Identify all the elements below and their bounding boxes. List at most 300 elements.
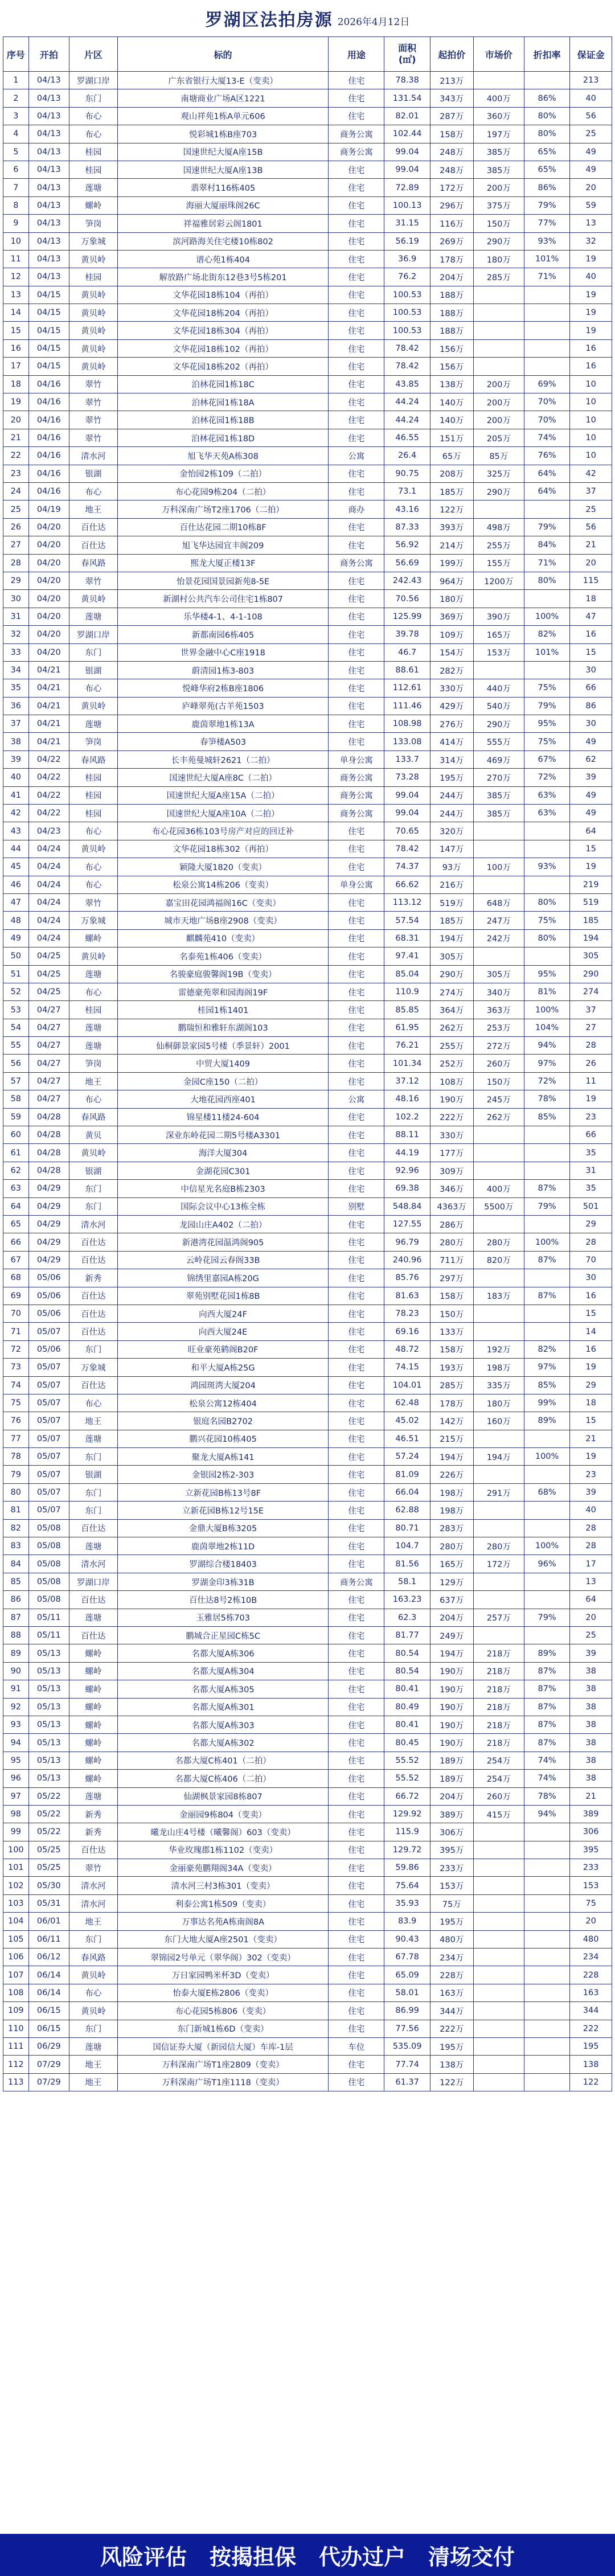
cell-deposit: 480 [570, 1930, 612, 1948]
cell-market [473, 1162, 524, 1179]
cell-date: 06/15 [28, 2020, 69, 2037]
cell-deposit: 233 [570, 1859, 612, 1877]
cell-area: 黄贝岭 [69, 358, 118, 375]
cell-seq: 56 [3, 1055, 29, 1072]
footer-item-transfer: 代办过户 [319, 2544, 406, 2570]
cell-deposit: 115 [570, 572, 612, 589]
table-row [3, 1376, 612, 1394]
cell-rate: 67% [524, 750, 569, 768]
table-row [3, 339, 612, 357]
cell-title: 布心花园36栋103号房产对应的回迁补 [117, 822, 328, 840]
table-row [3, 89, 612, 107]
cell-area: 布心 [69, 1984, 118, 2001]
cell-rate: 79% [524, 697, 569, 715]
cell-deposit: 15 [570, 1412, 612, 1430]
cell-start: 153万 [430, 1877, 473, 1894]
cell-seq: 75 [3, 1394, 29, 1412]
cell-seq: 40 [3, 769, 29, 786]
cell-area: 黄贝 [69, 1126, 118, 1144]
cell-deposit: 16 [570, 358, 612, 375]
cell-size: 61.37 [384, 2073, 430, 2091]
cell-area: 桂园 [69, 769, 118, 786]
cell-rate: 79% [524, 1197, 569, 1215]
cell-rate: 71% [524, 268, 569, 286]
cell-rate: 72% [524, 1072, 569, 1090]
cell-title: 罗湖金印3栋31B [117, 1573, 328, 1590]
table-row [3, 125, 612, 143]
cell-start: 158万 [430, 1287, 473, 1305]
cell-start: 185万 [430, 482, 473, 500]
cell-title: 金园C座150（二拍） [117, 1072, 328, 1090]
cell-deposit: 39 [570, 1483, 612, 1501]
cell-title: 海洋大厦304 [117, 1144, 328, 1162]
cell-size: 65.09 [384, 1966, 430, 1984]
cell-deposit: 30 [570, 661, 612, 679]
cell-date: 04/24 [28, 858, 69, 876]
cell-area: 桂园 [69, 268, 118, 286]
cell-date: 04/13 [28, 268, 69, 286]
cell-deposit: 305 [570, 947, 612, 965]
cell-market: 254万 [473, 1770, 524, 1787]
cell-title: 百仕达花园二期10栋8F [117, 518, 328, 536]
cell-size: 56.92 [384, 536, 430, 554]
cell-size: 127.55 [384, 1216, 430, 1233]
cell-size: 44.24 [384, 393, 430, 411]
cell-size: 62.48 [384, 1394, 430, 1412]
cell-deposit: 501 [570, 1197, 612, 1215]
cell-start: 234万 [430, 1949, 473, 1966]
cell-seq: 55 [3, 1037, 29, 1055]
cell-title: 仙桐御景家园5号楼（季景轩）2001 [117, 1037, 328, 1055]
cell-rate [524, 1591, 569, 1609]
cell-seq: 22 [3, 447, 29, 465]
cell-deposit: 19 [570, 250, 612, 268]
cell-date: 04/27 [28, 1055, 69, 1072]
cell-size: 37.12 [384, 1072, 430, 1090]
cell-date: 05/13 [28, 1680, 69, 1698]
cell-seq: 36 [3, 697, 29, 715]
cell-date: 05/31 [28, 1894, 69, 1912]
cell-start: 138万 [430, 2056, 473, 2073]
cell-use: 住宅 [329, 858, 384, 876]
cell-rate: 74% [524, 429, 569, 446]
cell-rate [524, 876, 569, 893]
cell-date: 04/28 [28, 1126, 69, 1144]
cell-title: 聚龙大厦A栋141 [117, 1448, 328, 1466]
cell-date: 04/20 [28, 554, 69, 572]
cell-start: 215万 [430, 1430, 473, 1447]
cell-title: 城市天地广场B座2908（变卖） [117, 912, 328, 929]
cell-seq: 10 [3, 232, 29, 250]
table-row [3, 1751, 612, 1769]
cell-rate [524, 1144, 569, 1162]
cell-use: 住宅 [329, 107, 384, 125]
cell-seq: 27 [3, 536, 29, 554]
cell-use: 住宅 [329, 1037, 384, 1055]
table-row [3, 912, 612, 929]
cell-deposit: 185 [570, 912, 612, 929]
cell-title: 向西大厦24E [117, 1323, 328, 1340]
cell-use: 住宅 [329, 572, 384, 589]
cell-start: 519万 [430, 893, 473, 911]
cell-seq: 18 [3, 375, 29, 393]
cell-seq: 16 [3, 339, 29, 357]
cell-seq: 20 [3, 411, 29, 429]
cell-size: 85.85 [384, 1001, 430, 1019]
cell-title: 国速世纪大厦A座15B [117, 143, 328, 161]
cell-rate: 75% [524, 733, 569, 750]
cell-start: 233万 [430, 1859, 473, 1877]
cell-start: 156万 [430, 339, 473, 357]
table-row [3, 822, 612, 840]
cell-start: 109万 [430, 626, 473, 643]
cell-use: 住宅 [329, 1751, 384, 1769]
cell-area: 东门 [69, 643, 118, 661]
cell-title: 广东省银行大厦13-E（变卖） [117, 72, 328, 89]
cell-title: 仙湖枫景家园8栋807 [117, 1787, 328, 1805]
cell-start: 65万 [430, 447, 473, 465]
cell-seq: 48 [3, 912, 29, 929]
table-row [3, 536, 612, 554]
table-row [3, 1233, 612, 1251]
cell-seq: 63 [3, 1180, 29, 1197]
table-row [3, 1072, 612, 1090]
cell-market: 172万 [473, 1555, 524, 1573]
cell-seq: 54 [3, 1019, 29, 1036]
cell-start: 248万 [430, 143, 473, 161]
cell-date: 04/24 [28, 840, 69, 858]
cell-use: 住宅 [329, 626, 384, 643]
cell-start: 189万 [430, 1770, 473, 1787]
cell-market: 180万 [473, 1394, 524, 1412]
cell-size: 46.51 [384, 1430, 430, 1447]
cell-area: 百仕达 [69, 518, 118, 536]
cell-rate [524, 840, 569, 858]
cell-start: 185万 [430, 912, 473, 929]
cell-deposit: 38 [570, 1662, 612, 1680]
cell-rate: 87% [524, 1680, 569, 1698]
table-row [3, 1502, 612, 1519]
cell-use: 住宅 [329, 482, 384, 500]
cell-rate: 87% [524, 1251, 569, 1269]
cell-title: 鹏城合正星园C栋5C [117, 1626, 328, 1644]
cell-start: 244万 [430, 805, 473, 822]
cell-deposit: 62 [570, 750, 612, 768]
cell-seq: 101 [3, 1859, 29, 1877]
table-row [3, 1841, 612, 1859]
cell-start: 150万 [430, 1305, 473, 1322]
cell-market: 540万 [473, 697, 524, 715]
cell-rate: 94% [524, 1037, 569, 1055]
cell-start: 280万 [430, 1537, 473, 1555]
cell-start: 129万 [430, 1573, 473, 1590]
cell-deposit: 28 [570, 1037, 612, 1055]
cell-market [473, 1519, 524, 1537]
cell-start: 286万 [430, 1216, 473, 1233]
table-row [3, 1180, 612, 1197]
cell-start: 177万 [430, 1144, 473, 1162]
cell-area: 罗湖口岸 [69, 626, 118, 643]
cell-rate: 97% [524, 1359, 569, 1376]
cell-rate: 95% [524, 965, 569, 983]
table-row [3, 1573, 612, 1590]
cell-rate: 80% [524, 107, 569, 125]
cell-area: 莲塘 [69, 1537, 118, 1555]
cell-market: 280万 [473, 1537, 524, 1555]
cell-market [473, 2073, 524, 2091]
cell-seq: 53 [3, 1001, 29, 1019]
cell-deposit: 16 [570, 1287, 612, 1305]
cell-title: 国速世纪大厦A座13B [117, 161, 328, 178]
cell-title: 悦峰华府2栋B座1806 [117, 679, 328, 697]
cell-date: 04/28 [28, 1108, 69, 1126]
cell-size: 115.9 [384, 1823, 430, 1841]
header-start: 起拍价 [430, 37, 473, 72]
cell-title: 乐华楼4-1、4-1-108 [117, 608, 328, 625]
cell-title: 滨河路海关住宅楼10栋802 [117, 232, 328, 250]
cell-seq: 66 [3, 1233, 29, 1251]
cell-seq: 3 [3, 107, 29, 125]
cell-deposit: 28 [570, 1537, 612, 1555]
cell-use: 住宅 [329, 590, 384, 608]
cell-title: 怡景花园国景园新苑8-5E [117, 572, 328, 589]
cell-market: 385万 [473, 786, 524, 804]
cell-deposit: 195 [570, 2037, 612, 2055]
cell-seq: 39 [3, 750, 29, 768]
cell-use: 住宅 [329, 72, 384, 89]
cell-rate [524, 947, 569, 965]
cell-market [473, 1877, 524, 1894]
cell-rate [524, 358, 569, 375]
cell-title: 世界金融中心C座1918 [117, 643, 328, 661]
cell-title: 鹏瑞恒和雅轩东湖阁103 [117, 1019, 328, 1036]
cell-seq: 15 [3, 322, 29, 339]
cell-area: 螺岭 [69, 1662, 118, 1680]
cell-deposit: 49 [570, 161, 612, 178]
cell-start: 189万 [430, 1751, 473, 1769]
footer-banner [0, 2534, 615, 2576]
cell-market: 150万 [473, 1072, 524, 1090]
header-size-unit: (㎡) [398, 54, 416, 65]
cell-deposit: 25 [570, 1626, 612, 1644]
cell-date: 07/29 [28, 2056, 69, 2073]
cell-deposit: 306 [570, 1823, 612, 1841]
cell-market: 262万 [473, 1108, 524, 1126]
cell-date: 04/21 [28, 715, 69, 733]
cell-area: 清水河 [69, 1894, 118, 1912]
cell-title: 旭飞华天苑A栋308 [117, 447, 328, 465]
cell-market: 469万 [473, 750, 524, 768]
cell-area: 黄贝岭 [69, 1144, 118, 1162]
cell-area: 地王 [69, 1412, 118, 1430]
cell-title: 春笋楼A503 [117, 733, 328, 750]
header-market: 市场价 [473, 37, 524, 72]
cell-use: 住宅 [329, 1359, 384, 1376]
cell-rate [524, 1430, 569, 1447]
cell-size: 48.72 [384, 1340, 430, 1358]
cell-rate: 80% [524, 572, 569, 589]
cell-title: 锦绣里嘉园A栋20G [117, 1269, 328, 1287]
cell-title: 解放路广场北街东12巷3号5栋201 [117, 268, 328, 286]
cell-area: 笋岗 [69, 1055, 118, 1072]
cell-start: 283万 [430, 1519, 473, 1537]
table-body [3, 72, 612, 2091]
cell-area: 百仕达 [69, 1376, 118, 1394]
cell-deposit: 18 [570, 590, 612, 608]
cell-size: 78.23 [384, 1305, 430, 1322]
cell-market: 155万 [473, 554, 524, 572]
cell-market [473, 304, 524, 322]
cell-market [473, 2002, 524, 2020]
cell-rate [524, 1823, 569, 1841]
cell-market: 360万 [473, 107, 524, 125]
cell-area: 百仕达 [69, 1323, 118, 1340]
cell-date: 04/27 [28, 1037, 69, 1055]
cell-title: 翠苑别墅花园1栋8B [117, 1287, 328, 1305]
cell-area: 翠竹 [69, 572, 118, 589]
cell-rate: 75% [524, 912, 569, 929]
cell-rate [524, 1323, 569, 1340]
cell-rate: 76% [524, 447, 569, 465]
cell-size: 58.01 [384, 1984, 430, 2001]
cell-size: 44.19 [384, 1144, 430, 1162]
cell-size: 70.56 [384, 590, 430, 608]
cell-deposit: 14 [570, 1323, 612, 1340]
cell-date: 04/13 [28, 72, 69, 89]
cell-area: 百仕达 [69, 1841, 118, 1859]
cell-seq: 90 [3, 1662, 29, 1680]
cell-deposit: 38 [570, 1770, 612, 1787]
table-row [3, 769, 612, 786]
cell-seq: 97 [3, 1787, 29, 1805]
cell-rate: 87% [524, 1180, 569, 1197]
cell-use: 住宅 [329, 1340, 384, 1358]
cell-area: 清水河 [69, 1877, 118, 1894]
cell-area: 布心 [69, 1394, 118, 1412]
cell-size: 43.16 [384, 501, 430, 518]
cell-size: 88.61 [384, 661, 430, 679]
cell-rate: 89% [524, 1412, 569, 1430]
cell-market [473, 822, 524, 840]
cell-area: 东门 [69, 1930, 118, 1948]
cell-title: 布心花园9栋204（二拍） [117, 482, 328, 500]
cell-use: 住宅 [329, 947, 384, 965]
cell-title: 鸿园斑湾大厦204 [117, 1376, 328, 1394]
cell-area: 东门 [69, 1197, 118, 1215]
cell-area: 莲塘 [69, 179, 118, 196]
cell-start: 158万 [430, 125, 473, 143]
cell-title: 名骏豪庭骏馨阁19B（变卖） [117, 965, 328, 983]
cell-deposit: 66 [570, 1126, 612, 1144]
cell-market [473, 1626, 524, 1644]
cell-seq: 43 [3, 822, 29, 840]
table-row [3, 1591, 612, 1609]
cell-area: 万象城 [69, 232, 118, 250]
cell-title: 中信星光名庭B栋2303 [117, 1180, 328, 1197]
cell-date: 06/11 [28, 1930, 69, 1948]
cell-deposit: 153 [570, 1877, 612, 1894]
cell-rate: 100% [524, 608, 569, 625]
cell-seq: 112 [3, 2056, 29, 2073]
cell-use: 车位 [329, 2037, 384, 2055]
cell-rate [524, 1841, 569, 1859]
cell-start: 154万 [430, 643, 473, 661]
cell-date: 04/29 [28, 1251, 69, 1269]
header-size-label: 面积 [398, 43, 417, 54]
cell-use: 住宅 [329, 661, 384, 679]
table-row [3, 232, 612, 250]
table-row [3, 1823, 612, 1841]
cell-market: 280万 [473, 1233, 524, 1251]
cell-use: 住宅 [329, 411, 384, 429]
cell-seq: 70 [3, 1305, 29, 1322]
cell-use: 住宅 [329, 1072, 384, 1090]
cell-title: 国速世纪大厦A座15A（二拍） [117, 786, 328, 804]
cell-start: 213万 [430, 72, 473, 89]
cell-date: 05/30 [28, 1877, 69, 1894]
cell-area: 莲塘 [69, 2037, 118, 2055]
cell-area: 黄贝岭 [69, 322, 118, 339]
cell-start: 75万 [430, 1894, 473, 1912]
cell-start: 93万 [430, 858, 473, 876]
cell-area: 黄贝岭 [69, 1966, 118, 1984]
cell-deposit: 30 [570, 715, 612, 733]
cell-rate: 97% [524, 1055, 569, 1072]
cell-date: 04/28 [28, 1162, 69, 1179]
cell-title: 云岭花园云春阁33B [117, 1251, 328, 1269]
cell-deposit: 122 [570, 2073, 612, 2091]
footer-item-risk: 风险评估 [100, 2544, 187, 2570]
cell-title: 文华花园18栋302（再拍） [117, 840, 328, 858]
table-row [3, 322, 612, 339]
cell-rate [524, 2056, 569, 2073]
cell-market: 242万 [473, 929, 524, 947]
cell-size: 81.56 [384, 1555, 430, 1573]
cell-date: 04/20 [28, 536, 69, 554]
cell-size: 31.15 [384, 215, 430, 232]
cell-market [473, 2020, 524, 2037]
cell-rate: 100% [524, 1448, 569, 1466]
cell-seq: 21 [3, 429, 29, 446]
cell-market [473, 1913, 524, 1930]
cell-size: 125.99 [384, 608, 430, 625]
cell-size: 102.2 [384, 1108, 430, 1126]
cell-date: 04/21 [28, 679, 69, 697]
cell-date: 06/15 [28, 2002, 69, 2020]
table-row [3, 1805, 612, 1823]
cell-deposit: 38 [570, 1680, 612, 1698]
cell-area: 莲塘 [69, 715, 118, 733]
cell-seq: 108 [3, 1984, 29, 2001]
cell-start: 269万 [430, 232, 473, 250]
cell-date: 05/06 [28, 1305, 69, 1322]
cell-area: 螺岭 [69, 1716, 118, 1733]
cell-area: 地王 [69, 501, 118, 518]
cell-area: 清水河 [69, 447, 118, 465]
cell-title: 万科深南广场T2座1706（二拍） [117, 501, 328, 518]
table-row [3, 1251, 612, 1269]
table-row [3, 679, 612, 697]
cell-market: 183万 [473, 1287, 524, 1305]
cell-start: 195万 [430, 769, 473, 786]
cell-area: 东门 [69, 1502, 118, 1519]
cell-market [473, 1841, 524, 1859]
cell-area: 百仕达 [69, 1251, 118, 1269]
table-row [3, 1609, 612, 1626]
cell-market: 820万 [473, 1251, 524, 1269]
cell-deposit: 19 [570, 1090, 612, 1108]
cell-seq: 60 [3, 1126, 29, 1144]
